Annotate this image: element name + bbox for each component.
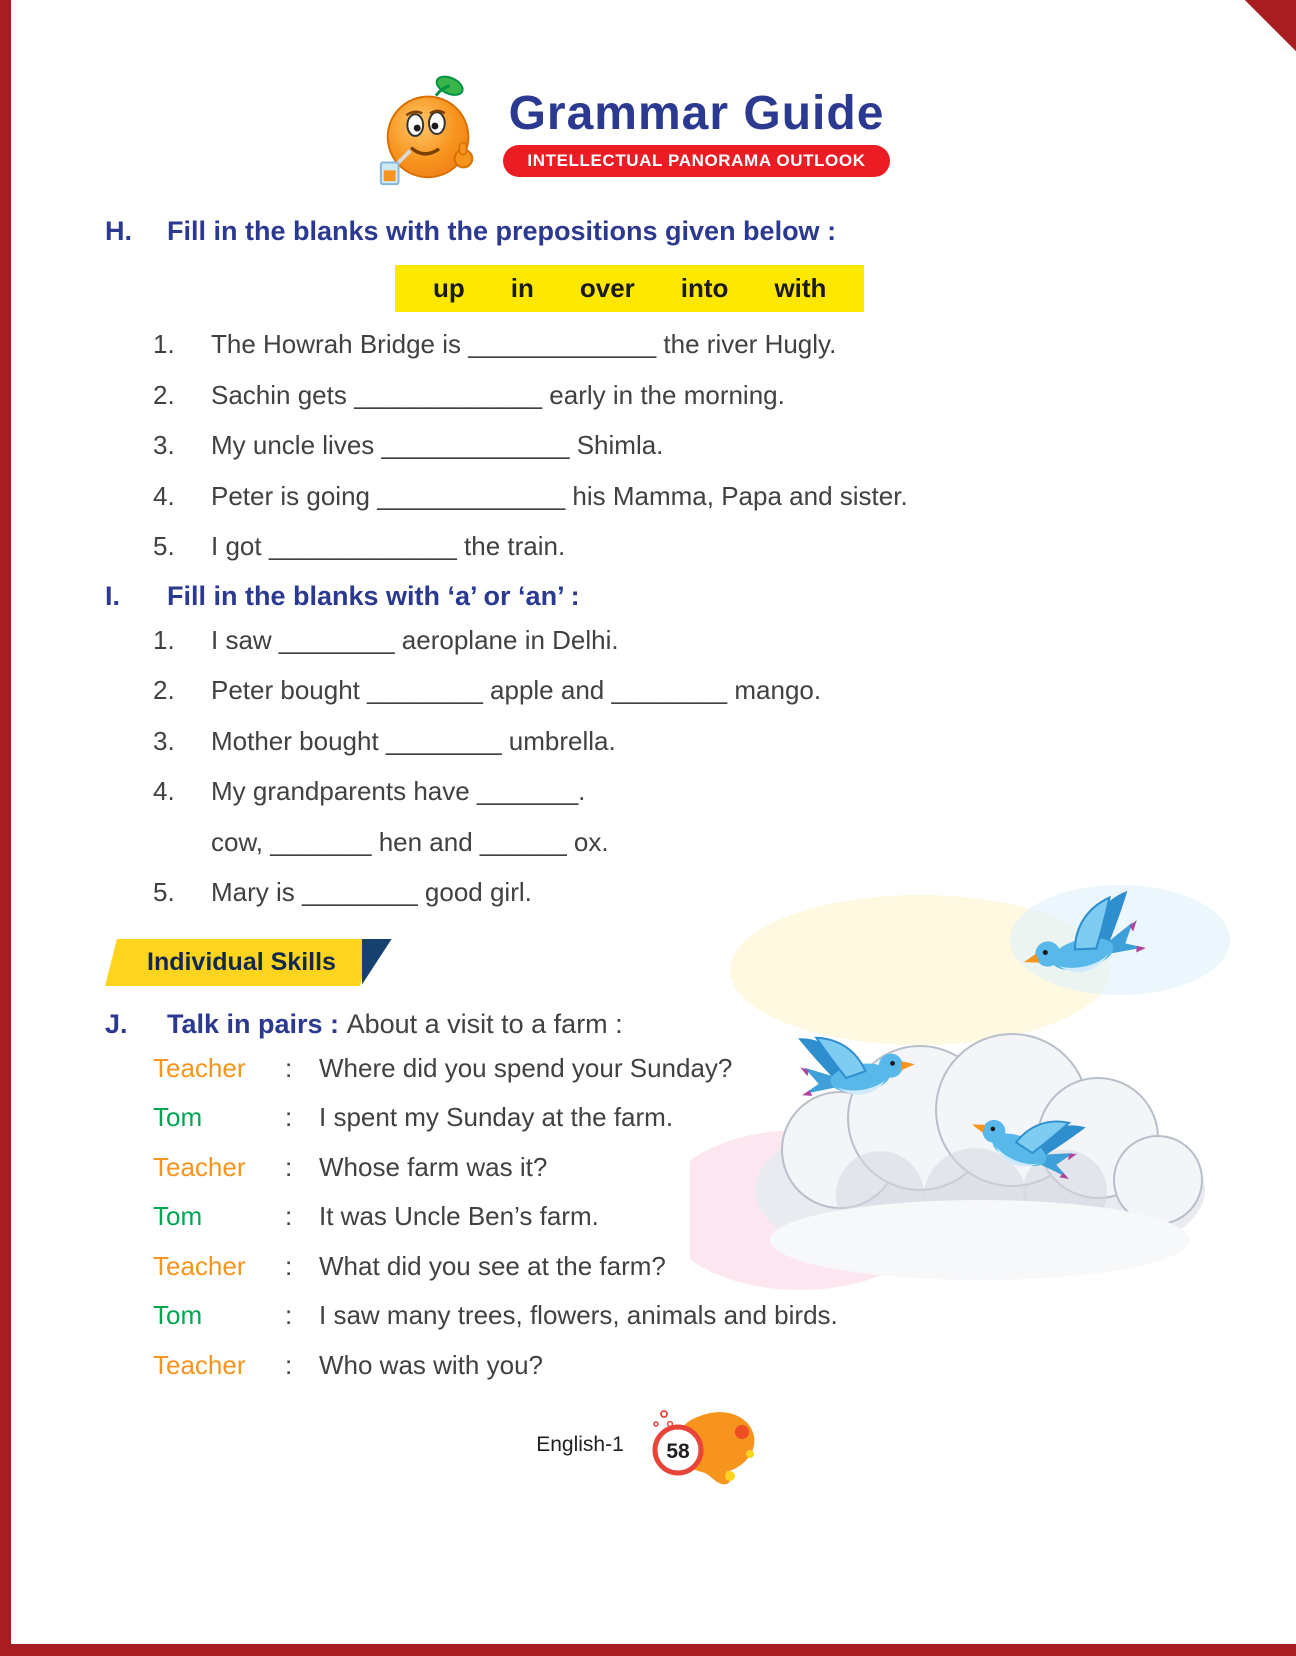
dialogue-speaker: Tom <box>153 1102 203 1132</box>
dialogue-colon: : <box>285 1349 293 1380</box>
dialogue-row <box>153 1101 1216 1134</box>
exercise-item <box>153 624 1216 657</box>
banner-body <box>105 939 372 986</box>
individual-skills-banner <box>111 939 1216 987</box>
exercise-item <box>153 876 1216 909</box>
exercise-item <box>153 429 1216 462</box>
item-text: Mother bought ________ umbrella. <box>211 725 616 756</box>
dialogue-colon: : <box>285 1102 293 1132</box>
item-number: 1. <box>153 329 175 359</box>
dialogue-speaker: Teacher <box>153 1052 246 1083</box>
dialogue-line: What did you see at the farm? <box>319 1250 666 1281</box>
section-h-heading <box>105 216 1216 247</box>
item-number: 4. <box>153 480 175 511</box>
header <box>105 72 1156 190</box>
banner-flag-icon <box>358 939 392 985</box>
section-j-heading <box>105 1009 1216 1040</box>
item-text: I got _____________ the train. <box>211 531 566 561</box>
exercise-item <box>153 775 1216 808</box>
section-j-title-bold: Talk in pairs : <box>167 1008 340 1039</box>
page-border-left <box>0 0 11 1656</box>
section-i-letter: I. <box>105 580 121 611</box>
word-bank <box>395 265 864 312</box>
item-text: I saw ________ aeroplane in Delhi. <box>211 624 619 655</box>
word-bank-word: in <box>510 273 534 303</box>
exercise-item <box>153 379 1216 412</box>
banner-label: Individual Skills <box>147 947 336 976</box>
word-bank-word: with <box>774 273 827 303</box>
item-number: 4. <box>153 776 175 806</box>
dialogue-line: It was Uncle Ben’s farm. <box>319 1201 599 1231</box>
word-bank-word: into <box>680 273 729 303</box>
dialogue-speaker: Teacher <box>153 1250 246 1281</box>
item-text: The Howrah Bridge is _____________ the river Hugly. <box>211 329 837 359</box>
dialogue-colon: : <box>285 1201 293 1231</box>
section-h-title: Fill in the blanks with the prepositions given below : <box>167 216 837 246</box>
logo-text <box>503 86 889 177</box>
page-number: 58 <box>666 1440 690 1463</box>
dialogue-line: Where did you spend your Sunday? <box>319 1052 733 1083</box>
exercise-item <box>153 674 1216 707</box>
dialogue-speaker: Tom <box>153 1201 203 1231</box>
section-j-title <box>167 1009 623 1040</box>
item-text: Peter bought ________ apple and ________ mango. <box>211 675 822 705</box>
publisher-badge: INTELLECTUAL PANORAMA OUTLOOK <box>503 145 889 177</box>
section-i-title: Fill in the blanks with ‘a’ or ‘an’ : <box>167 580 580 611</box>
item-text: Sachin gets _____________ early in the morning. <box>211 379 785 410</box>
item-text: My uncle lives _____________ Shimla. <box>211 430 664 460</box>
item-number: 3. <box>153 725 175 756</box>
logo-title: Grammar Guide <box>508 86 885 140</box>
dialogue-line: I spent my Sunday at the farm. <box>319 1102 674 1132</box>
dialogue-colon: : <box>285 1052 293 1083</box>
item-text: Mary is ________ good girl. <box>211 877 532 907</box>
exercise-item-continuation <box>211 826 1216 859</box>
section-h-letter: H. <box>105 216 132 246</box>
dialogue-row <box>153 1250 1216 1283</box>
section-i-heading <box>105 581 1216 612</box>
item-number: 3. <box>153 430 175 460</box>
exercise-item <box>153 530 1216 563</box>
item-number: 1. <box>153 624 175 655</box>
exercise-item <box>153 328 1216 361</box>
item-number: 2. <box>153 675 175 705</box>
dialogue-speaker: Tom <box>153 1300 203 1330</box>
dialogue-line: Who was with you? <box>319 1349 543 1380</box>
item-text: My grandparents have _______. <box>211 776 586 806</box>
section-j-letter: J. <box>105 1008 128 1039</box>
book-title: English-1 <box>536 1433 624 1456</box>
exercise-item <box>153 480 1216 513</box>
dialogue-speaker: Teacher <box>153 1349 246 1380</box>
dialogue-line: I saw many trees, flowers, animals and birds. <box>319 1300 838 1330</box>
exercise-item <box>153 725 1216 758</box>
dialogue-row <box>153 1200 1216 1233</box>
section-j-title-rest: About a visit to a farm : <box>346 1008 623 1039</box>
dialogue-colon: : <box>285 1250 293 1281</box>
page-footer <box>0 1402 1296 1488</box>
dialogue-speaker: Teacher <box>153 1151 246 1182</box>
dialogue-colon: : <box>285 1300 293 1330</box>
word-bank-word: up <box>433 273 465 303</box>
dialogue-row <box>153 1052 1216 1085</box>
dialogue-row <box>153 1299 1216 1332</box>
dialogue-row <box>153 1349 1216 1382</box>
dialogue-line: Whose farm was it? <box>319 1151 548 1182</box>
item-number: 5. <box>153 877 175 907</box>
item-number: 2. <box>153 379 175 410</box>
item-number: 5. <box>153 531 175 561</box>
page-number-ornament <box>630 1402 760 1488</box>
orange-mascot-icon <box>371 72 489 190</box>
item-text: cow, _______ hen and ______ ox. <box>211 826 609 857</box>
dialogue-colon: : <box>285 1151 293 1182</box>
word-bank-word: over <box>579 273 635 303</box>
item-text: Peter is going _____________ his Mamma, Papa and sister. <box>211 480 908 511</box>
dialogue-row <box>153 1151 1216 1184</box>
page-border-bottom <box>0 1644 1296 1656</box>
